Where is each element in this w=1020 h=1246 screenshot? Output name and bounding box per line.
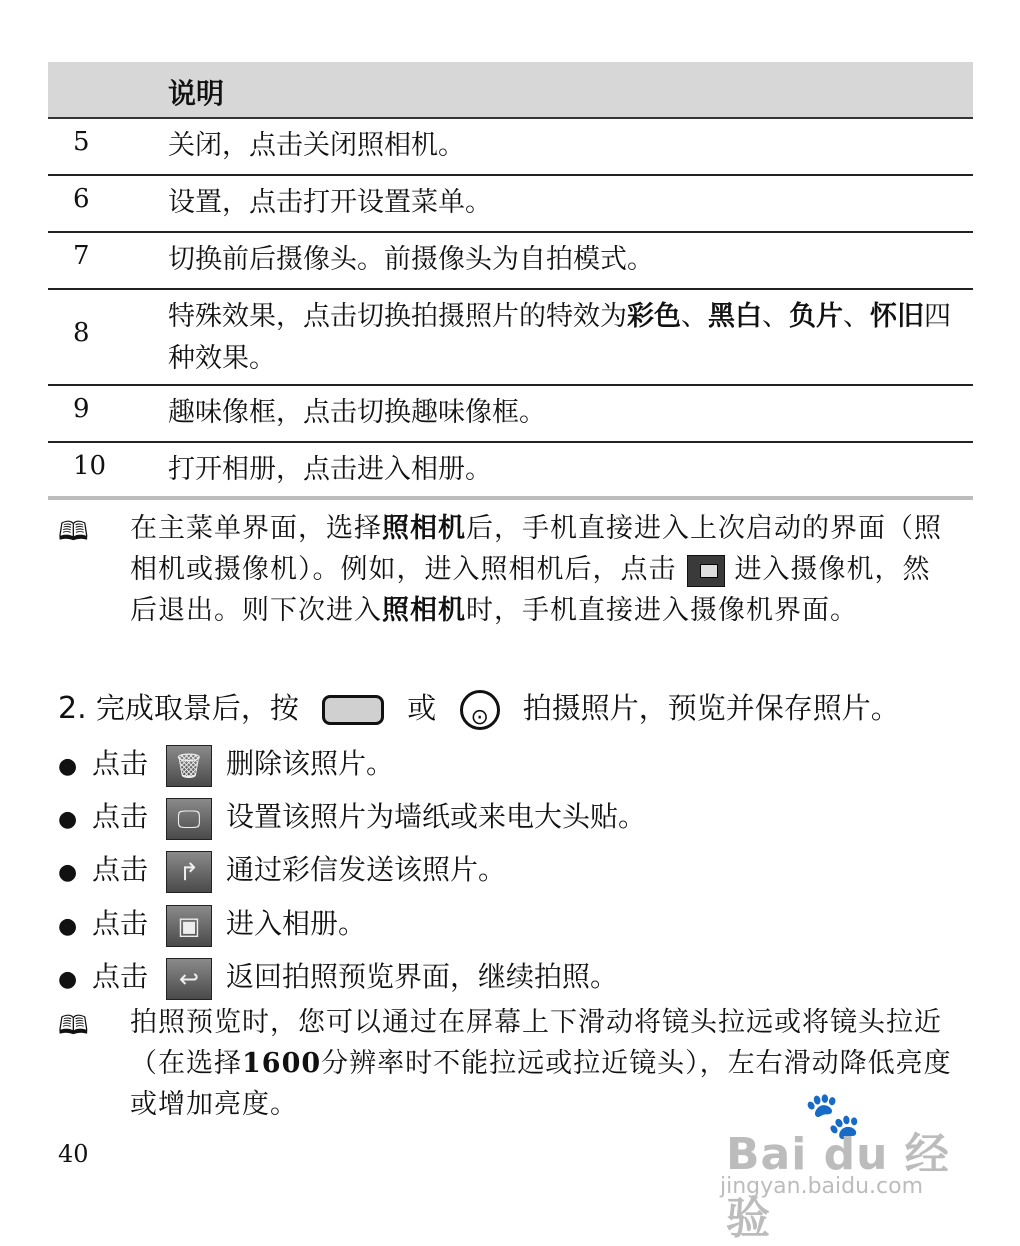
book-icon: 🕮 (58, 517, 89, 547)
table-header (48, 62, 973, 119)
row-description: 特殊效果，点击切换拍摄照片的特效为彩色、黑白、负片、怀旧四种效果。 (168, 301, 951, 374)
note-text: 在主菜单界面，选择照相机后，手机直接进入上次启动的界面（照相机或摄像机）。例如，进入照相机后，点击 进入摄像机，然后退出。则下次进入照相机时，手机直接进入摄像机界面。 (130, 513, 942, 626)
table-row (48, 386, 973, 443)
table-header-label: 说明 (168, 77, 225, 110)
table-row (48, 119, 973, 176)
note-text: 拍照预览时，您可以通过在屏幕上下滑动将镜头拉远或将镜头拉近（在选择1600分辨率时不能拉远或拉近镜头），左右滑动降低亮度或增加亮度。 (130, 1007, 952, 1120)
table-row (48, 290, 973, 386)
video-mode-icon (687, 555, 725, 587)
watermark-url: jingyan.baidu.com (720, 1174, 924, 1199)
trash-icon[interactable]: 🗑 (166, 745, 212, 787)
row-description: 关闭，点击关闭照相机。 (168, 130, 465, 161)
return-icon[interactable]: ↩ (166, 958, 212, 1000)
page-number: 40 (58, 1140, 89, 1168)
description-table (48, 62, 973, 500)
paw-icon: 🐾 (804, 1088, 862, 1142)
table-row (48, 443, 973, 496)
row-number: 9 (73, 394, 90, 424)
table-row (48, 176, 973, 233)
book-icon: 🕮 (58, 1011, 89, 1041)
step-number: 2. (58, 691, 87, 726)
gallery-icon[interactable]: ▣ (166, 905, 212, 947)
row-number: 8 (73, 318, 90, 348)
list-item: ● 点击 ▣ 进入相册。 (58, 902, 366, 949)
row-description: 趣味像框，点击切换趣味像框。 (168, 397, 546, 428)
step-2: 2. 完成取景后，按 或 ⊙ 拍摄照片，预览并保存照片。 (58, 686, 900, 731)
watermark-logo: Bai du 经验 (726, 1129, 950, 1244)
monitor-icon[interactable]: 🖵 (166, 798, 212, 840)
row-description: 设置，点击打开设置菜单。 (168, 187, 492, 218)
list-item: ● 点击 ↱ 通过彩信发送该照片。 (58, 848, 506, 895)
table-row (48, 233, 973, 290)
shutter-key-icon (322, 695, 384, 725)
row-number: 7 (73, 241, 90, 271)
row-number: 5 (73, 127, 90, 157)
row-description: 打开相册，点击进入相册。 (168, 454, 492, 485)
list-item: ● 点击 🗑 删除该照片。 (58, 742, 394, 789)
baidu-watermark (712, 1088, 962, 1244)
list-item: ● 点击 🖵 设置该照片为墙纸或来电大头贴。 (58, 795, 646, 842)
share-arrow-icon[interactable]: ↱ (166, 851, 212, 893)
note-camera-mode (58, 508, 958, 678)
list-item: ● 点击 ↩ 返回拍照预览界面，继续拍照。 (58, 955, 618, 1002)
row-number: 10 (73, 451, 107, 481)
table-bottom-rule (48, 496, 973, 500)
row-number: 6 (73, 184, 90, 214)
camera-key-icon (460, 690, 500, 730)
row-description: 切换前后摄像头。前摄像头为自拍模式。 (168, 244, 654, 275)
